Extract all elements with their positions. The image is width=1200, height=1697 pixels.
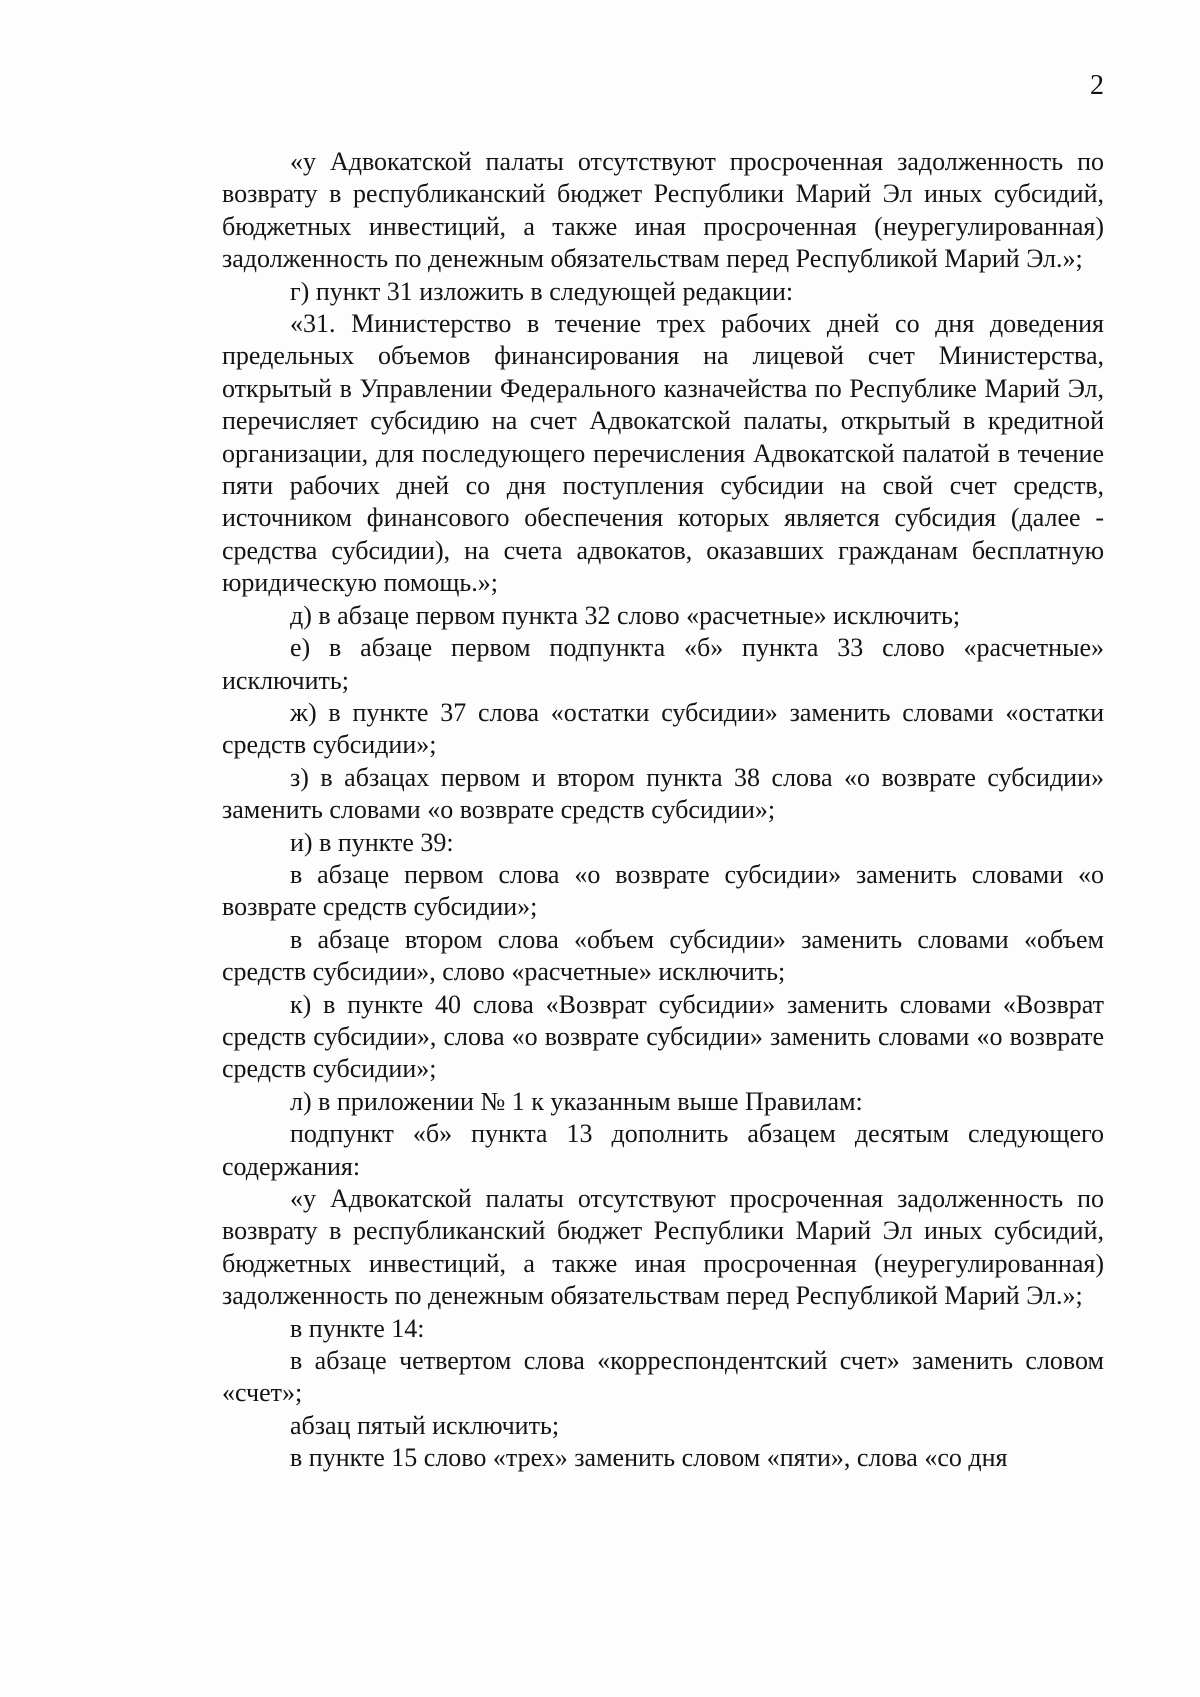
document-body	[222, 146, 1104, 1475]
paragraph: в пункте 15 слово «трех» заменить словом «пяти», слова «со дня	[290, 1443, 1008, 1473]
paragraph: и) в пункте 39:	[290, 827, 454, 857]
paragraph: в пункте 14:	[290, 1313, 425, 1343]
page-number: 2	[1090, 70, 1104, 101]
paragraph: в абзаце четвертом слова «корреспондентский счет» заменить словом «счет»;	[222, 1346, 1104, 1408]
paragraph: д) в абзаце первом пункта 32 слово «расчетные» исключить;	[290, 600, 961, 630]
paragraph: «у Адвокатской палаты отсутствуют просроченная задолженность по возврату в республиканский бюджет Республики Марий Эл иных субсидий, бюджетных инвестиций, а также иная просроченная (неурегулированная) задолженность по денежным обязательствам перед Республикой Марий Эл.»;	[222, 1184, 1104, 1311]
paragraph: е) в абзаце первом подпункта «б» пункта 33 слово «расчетные» исключить;	[222, 633, 1104, 695]
paragraph: к) в пункте 40 слова «Возврат субсидии» заменить словами «Возврат средств субсидии», слова «о возврате субсидии» заменить словами «о возврате средств субсидии»;	[222, 989, 1104, 1084]
paragraph: абзац пятый исключить;	[290, 1410, 560, 1440]
paragraph: «31. Министерство в течение трех рабочих дней со дня доведения предельных объемов финансирования на лицевой счет Министерства, открытый в Управлении Федерального казначейства по Республике Марий Эл, перечисляет субсидию на счет Адвокатской палаты, открытый в кредитной организации, для последующего перечисления Адвокатской палатой в течение пяти рабочих дней со дня поступления субсидии на свой счет средств, источником финансового обеспечения которых является субсидия (далее - средства субсидии), на счета адвокатов, оказавших гражданам бесплатную юридическую помощь.»;	[222, 309, 1104, 598]
paragraph: л) в приложении № 1 к указанным выше Правилам:	[290, 1086, 863, 1116]
paragraph: г) пункт 31 изложить в следующей редакции:	[290, 276, 794, 306]
paragraph: подпункт «б» пункта 13 дополнить абзацем десятым следующего содержания:	[222, 1119, 1104, 1181]
paragraph: «у Адвокатской палаты отсутствуют просроченная задолженность по возврату в республиканский бюджет Республики Марий Эл иных субсидий, бюджетных инвестиций, а также иная просроченная (неурегулированная) задолженность по денежным обязательствам перед Республикой Марий Эл.»;	[222, 147, 1104, 274]
paragraph: ж) в пункте 37 слова «остатки субсидии» заменить словами «остатки средств субсидии»;	[222, 697, 1104, 760]
paragraph: в абзаце первом слова «о возврате субсидии» заменить словами «о возврате средств субсидии»;	[222, 859, 1104, 922]
paragraph: з) в абзацах первом и втором пункта 38 слова «о возврате субсидии» заменить словами «о возврате средств субсидии»;	[222, 762, 1104, 825]
paragraph: в абзаце втором слова «объем субсидии» заменить словами «объем средств субсидии», слово «расчетные» исключить;	[222, 924, 1104, 987]
